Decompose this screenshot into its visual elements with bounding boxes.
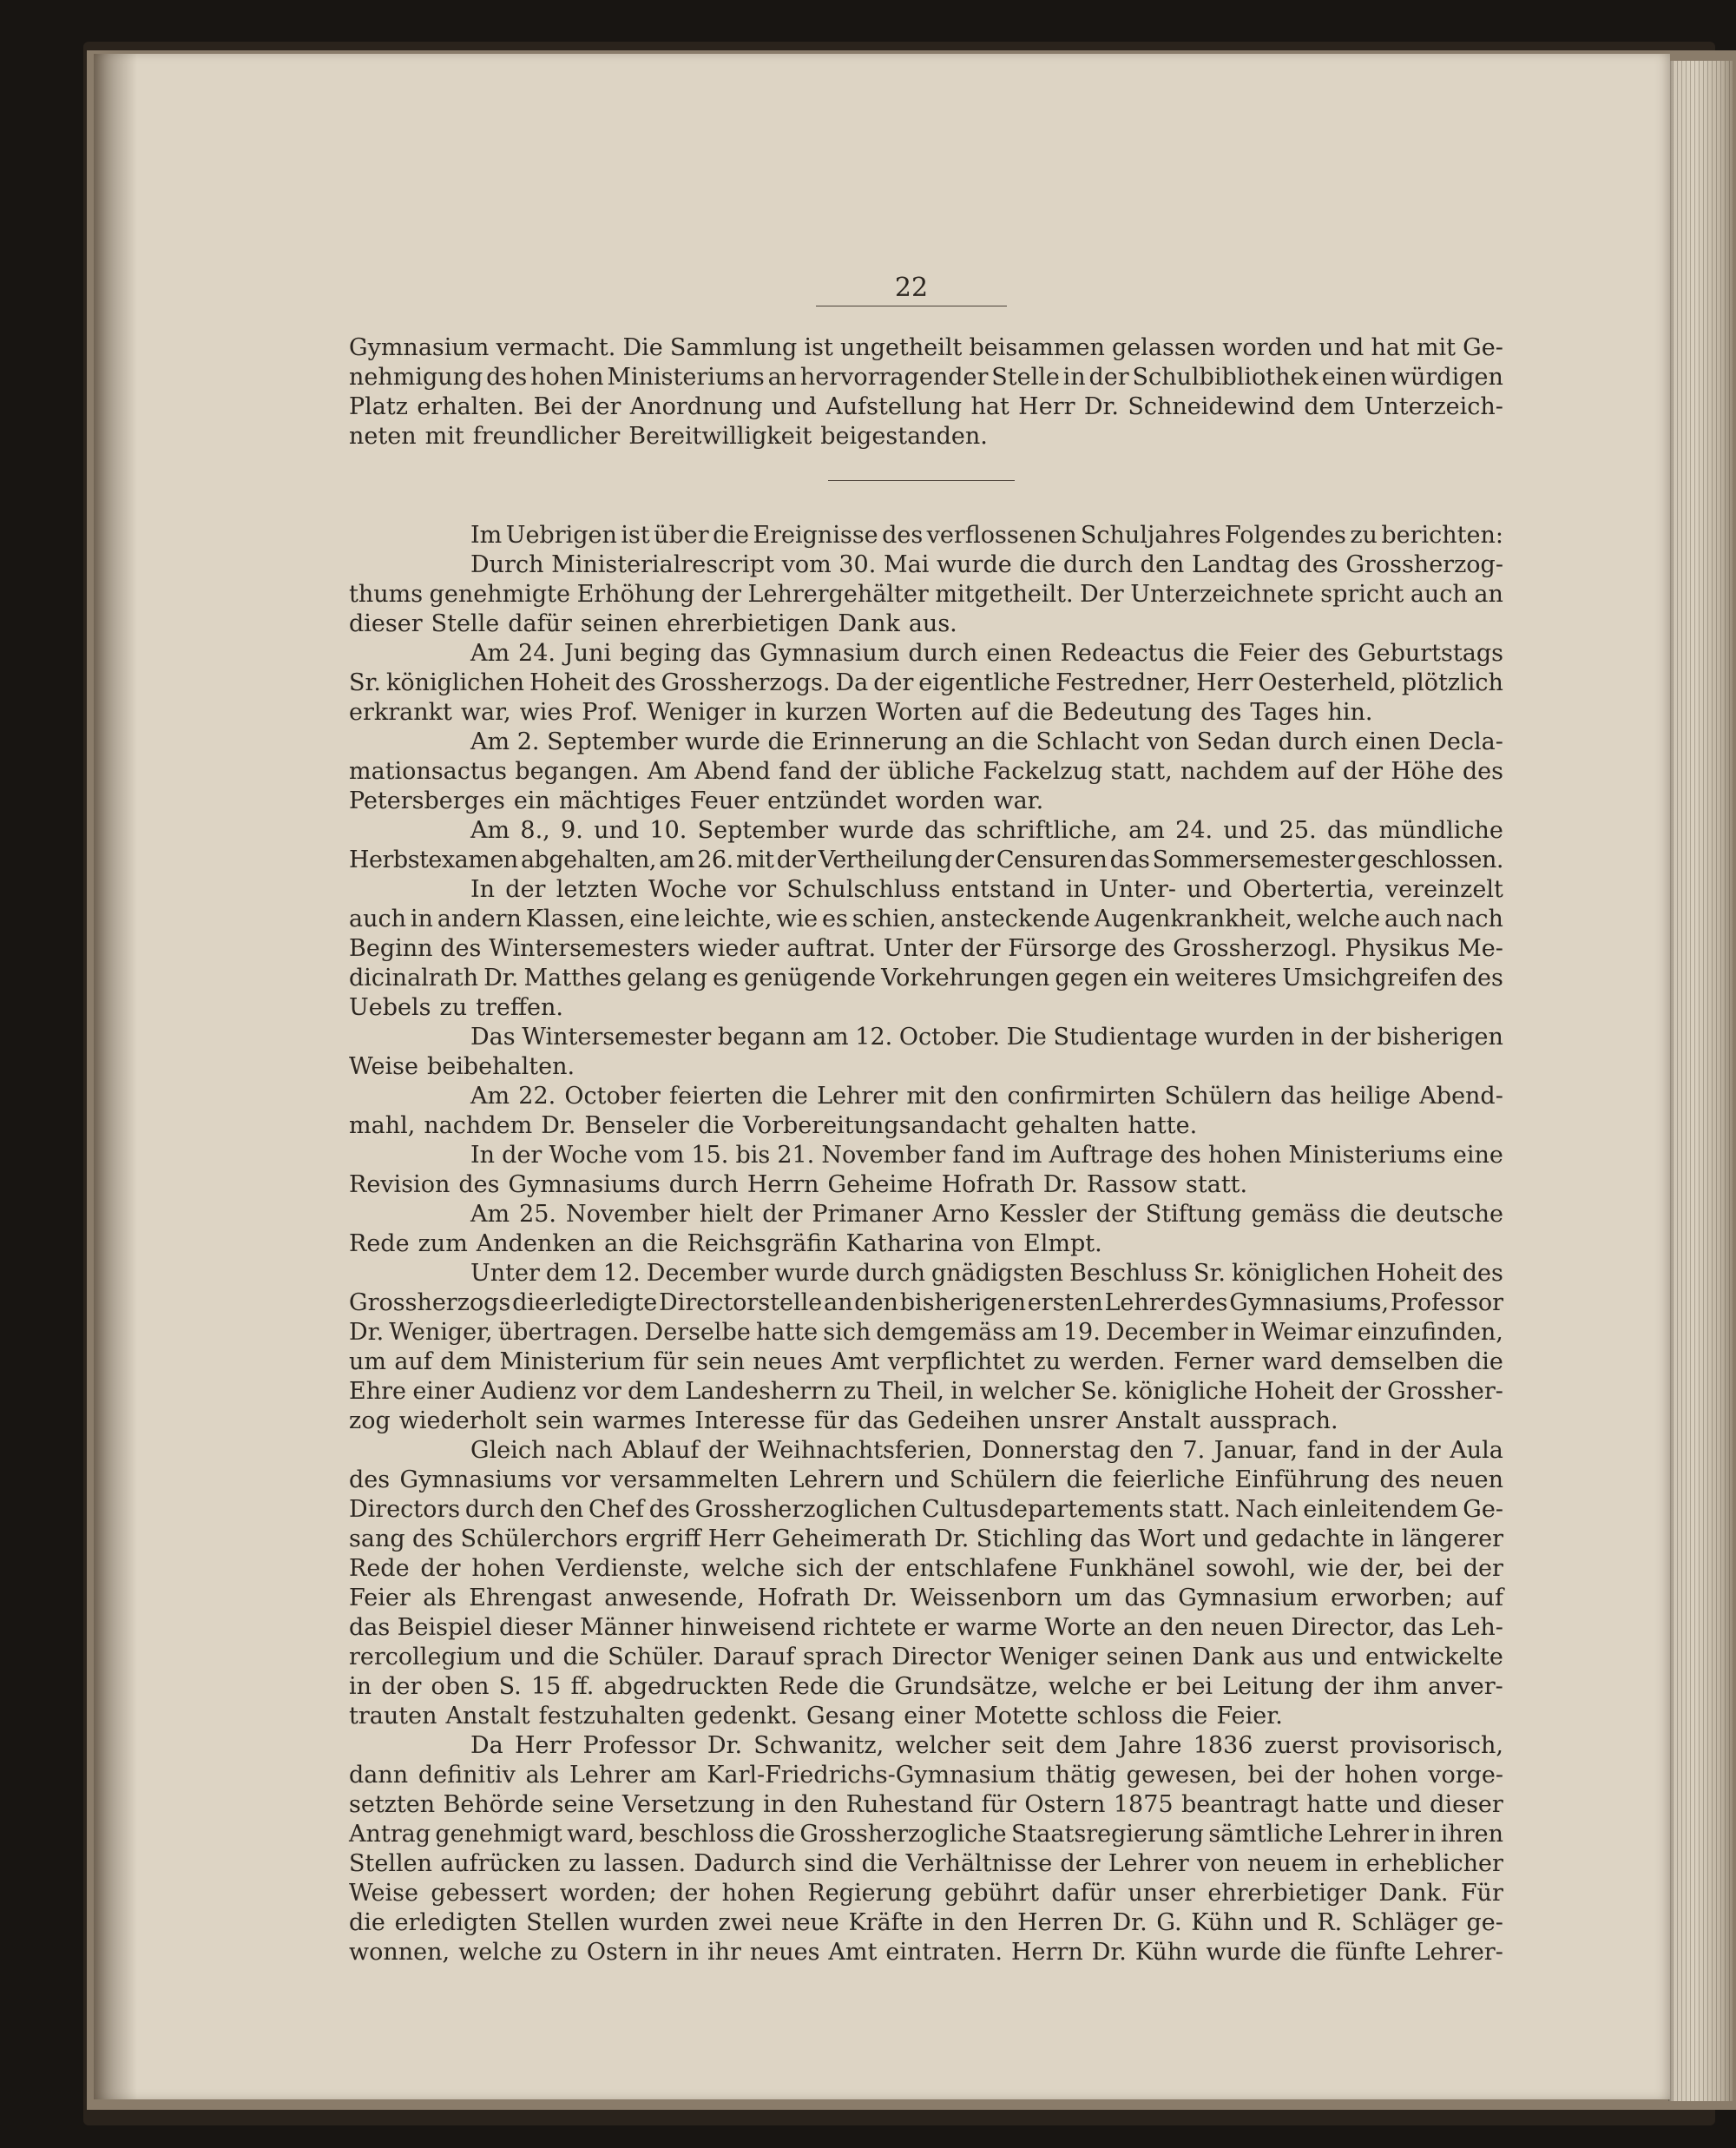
text-line: Ehre einer Audienz vor dem Landesherrn zu Theil, in welcher Se. königliche Hoheit der Grossher-: [349, 1378, 1503, 1405]
text-line: Beginn des Wintersemesters wieder auftrat. Unter der Fürsorge des Grossherzogl. Physikus Me-: [349, 935, 1503, 962]
text-line: Stellen aufrücken zu lassen. Dadurch sind die Verhältnisse der Lehrer von neuem in erheblicher: [349, 1850, 1503, 1877]
text-line: Platz erhalten. Bei der Anordnung und Aufstellung hat Herr Dr. Schneidewind dem Unterzeich-: [349, 393, 1503, 420]
text-line: Am 22. October feierten die Lehrer mit den confirmirten Schülern das heilige Abend-: [470, 1083, 1503, 1110]
text-line: nehmigung des hohen Ministeriums an hervorragender Stelle in der Schulbibliothek einen würdigen: [349, 364, 1503, 391]
text-line: thums genehmigte Erhöhung der Lehrergehälter mitgetheilt. Der Unterzeichnete spricht auch an: [349, 581, 1503, 608]
text-line: Im Uebrigen ist über die Ereignisse des verflossenen Schuljahres Folgendes zu berichten:: [470, 522, 1503, 549]
text-line: neten mit freundlicher Bereitwilligkeit beigestanden.: [349, 423, 988, 450]
text-line: auch in andern Klassen, eine leichte, wie es schien, ansteckende Augenkrankheit, welche auch nach: [349, 906, 1503, 932]
text-line: Da Herr Professor Dr. Schwanitz, welcher seit dem Jahre 1836 zuerst provisorisch,: [470, 1732, 1503, 1759]
page-gutter-shadow: [94, 54, 137, 2099]
text-line: Directors durch den Chef des Grossherzoglichen Cultusdepartements statt. Nach einleitendem Ge-: [349, 1496, 1503, 1523]
text-line: trauten Anstalt festzuhalten gedenkt. Gesang einer Motette schloss die Feier.: [349, 1703, 1283, 1730]
text-line: Weise gebessert worden; der hohen Regierung gebührt dafür unser ehrerbietiger Dank. Für: [349, 1880, 1503, 1907]
text-line: dann definitiv als Lehrer am Karl-Friedrichs-Gymnasium thätig gewesen, bei der hohen vorge-: [349, 1762, 1503, 1789]
text-line: In der letzten Woche vor Schulschluss entstand in Unter- und Obertertia, vereinzelt: [470, 876, 1503, 903]
text-line: Uebels zu treffen.: [349, 994, 563, 1021]
text-line: Rede der hohen Verdienste, welche sich der entschlafene Funkhänel sowohl, wie der, bei der: [349, 1555, 1503, 1582]
text-line: Unter dem 12. December wurde durch gnädigsten Beschluss Sr. königlichen Hoheit des: [470, 1260, 1503, 1287]
text-line: rercollegium und die Schüler. Darauf sprach Director Weniger seinen Dank aus und entwickelte: [349, 1644, 1503, 1670]
text-line: Gymnasium vermacht. Die Sammlung ist ungetheilt beisammen gelassen worden und hat mit Ge-: [349, 334, 1503, 361]
text-line: mahl, nachdem Dr. Benseler die Vorbereitungsandacht gehalten hatte.: [349, 1112, 1198, 1139]
text-line: Dr. Weniger, übertragen. Derselbe hatte sich demgemäss am 19. December in Weimar einzufinden,: [349, 1319, 1503, 1346]
text-line: um auf dem Ministerium für sein neues Amt verpflichtet zu werden. Ferner ward demselben die: [349, 1348, 1503, 1375]
text-line: Durch Ministerialrescript vom 30. Mai wurde die durch den Landtag des Grossherzog-: [470, 551, 1503, 578]
text-line: die erledigten Stellen wurden zwei neue Kräfte in den Herren Dr. G. Kühn und R. Schläger ge-: [349, 1909, 1503, 1936]
text-line: Petersberges ein mächtiges Feuer entzündet worden war.: [349, 787, 1044, 814]
text-line: des Gymnasiums vor versammelten Lehrern und Schülern die feierliche Einführung des neuen: [349, 1466, 1503, 1493]
text-line: Antrag genehmigt ward, beschloss die Grossherzogliche Staatsregierung sämtliche Lehrer in ihren: [349, 1821, 1503, 1848]
text-line: dicinalrath Dr. Matthes gelang es genügende Vorkehrungen gegen ein weiteres Umsichgreifen des: [349, 965, 1503, 992]
text-line: Weise beibehalten.: [349, 1053, 575, 1080]
text-line: sang des Schülerchors ergriff Herr Geheimerath Dr. Stichling das Wort und gedachte in längerer: [349, 1525, 1503, 1552]
text-line: Feier als Ehrengast anwesende, Hofrath Dr. Weissenborn um das Gymnasium erworben; auf: [349, 1585, 1503, 1611]
text-line: Am 2. September wurde die Erinnerung an die Schlacht von Sedan durch einen Decla-: [470, 728, 1503, 755]
text-line: in der oben S. 15 ff. abgedruckten Rede die Grundsätze, welche er bei Leitung der ihm anver-: [349, 1673, 1503, 1700]
text-line: Am 24. Juni beging das Gymnasium durch einen Redeactus die Feier des Geburtstags: [470, 640, 1503, 667]
text-line: Am 8., 9. und 10. September wurde das schriftliche, am 24. und 25. das mündliche: [470, 817, 1503, 844]
text-line: dieser Stelle dafür seinen ehrerbietigen Dank aus.: [349, 610, 957, 637]
page-edges: [1668, 61, 1733, 2101]
text-line: erkrankt war, wies Prof. Weniger in kurzen Worten auf die Bedeutung des Tages hin.: [349, 699, 1373, 726]
text-line: Gleich nach Ablauf der Weihnachtsferien, Donnerstag den 7. Januar, fand in der Aula: [470, 1437, 1503, 1464]
text-line: Revision des Gymnasiums durch Herrn Geheime Hofrath Dr. Rassow statt.: [349, 1171, 1248, 1198]
text-line: Das Wintersemester begann am 12. October. Die Studientage wurden in der bisherigen: [470, 1024, 1503, 1051]
text-line: Sr. königlichen Hoheit des Grossherzogs. Da der eigentliche Festredner, Herr Oesterheld, plötzlich: [349, 669, 1503, 696]
text-line: Herbstexamen abgehalten, am 26. mit der Vertheilung der Censuren das Sommersemester geschlossen.: [349, 847, 1503, 873]
text-line: In der Woche vom 15. bis 21. November fand im Auftrage des hohen Ministeriums eine: [470, 1142, 1503, 1169]
text-line: Am 25. November hielt der Primaner Arno Kessler der Stiftung gemäss die deutsche: [470, 1201, 1503, 1228]
page-number: 22: [816, 271, 1007, 306]
text-line: Rede zum Andenken an die Reichsgräfin Katharina von Elmpt.: [349, 1230, 1102, 1257]
text-line: setzten Behörde seine Versetzung in den Ruhestand für Ostern 1875 beantragt hatte und dieser: [349, 1791, 1503, 1818]
text-line: mationsactus begangen. Am Abend fand der übliche Fackelzug statt, nachdem auf der Höhe des: [349, 758, 1503, 785]
text-line: das Beispiel dieser Männer hinweisend richtete er warme Worte an den neuen Director, das Leh-: [349, 1614, 1503, 1641]
page-text-block: [349, 0, 1503, 2148]
text-line: wonnen, welche zu Ostern in ihr neues Amt eintraten. Herrn Dr. Kühn wurde die fünfte Lehrer-: [349, 1939, 1503, 1966]
section-divider: [828, 480, 1015, 481]
text-line: zog wiederholt sein warmes Interesse für das Gedeihen unsrer Anstalt aussprach.: [349, 1407, 1338, 1434]
text-line: Grossherzogs die erledigte Directorstelle an den bisherigen ersten Lehrer des Gymnasiums, Professor: [349, 1289, 1503, 1316]
